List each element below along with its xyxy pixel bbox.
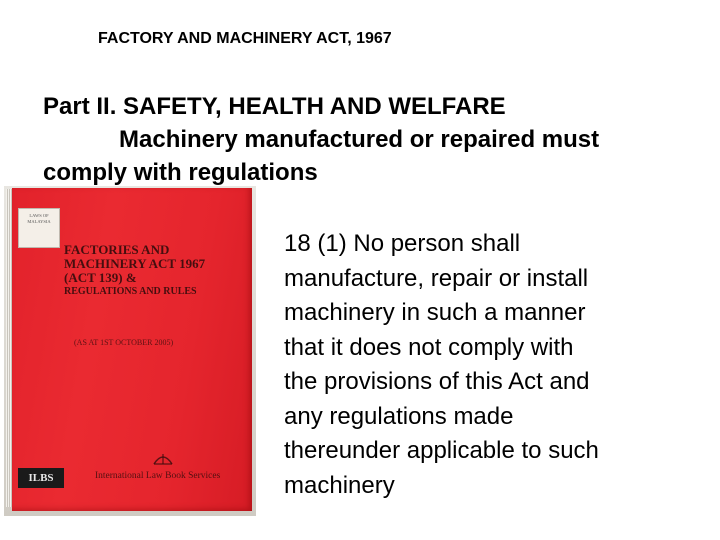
- section-subheading-line-1: Machinery manufactured or repaired must: [119, 126, 600, 153]
- cover-title-line: REGULATIONS AND RULES: [64, 286, 197, 297]
- cover-tab-label: LAWS OF MALAYSIA: [18, 208, 60, 248]
- book-cover-photo: [4, 186, 256, 516]
- part-heading: [43, 90, 693, 189]
- document-header: FACTORY AND MACHINERY ACT, 1967: [98, 30, 392, 47]
- part-title: Part II. SAFETY, HEALTH AND WELFARE: [43, 93, 506, 120]
- cover-publisher: International Law Book Services: [95, 471, 221, 481]
- section-subheading-line-2: comply with regulations: [43, 159, 318, 186]
- publisher-badge: ILBS: [18, 468, 64, 488]
- cover-title: [64, 243, 244, 299]
- section-18-1-text: 18 (1) No person shall manufacture, repair or install machinery in such a manner that it does not comply with the provisions of this Act and any regulations made thereunder applicable to such machinery: [284, 230, 599, 499]
- book-cover: [12, 188, 252, 511]
- cover-title-line: MACHINERY ACT 1967: [64, 256, 206, 271]
- cover-title-line: (ACT 139) &: [64, 270, 137, 285]
- cover-edition-date: (AS AT 1ST OCTOBER 2005): [74, 338, 174, 347]
- publisher-logo-icon: [152, 450, 174, 466]
- cover-title-line: FACTORIES AND: [64, 242, 170, 257]
